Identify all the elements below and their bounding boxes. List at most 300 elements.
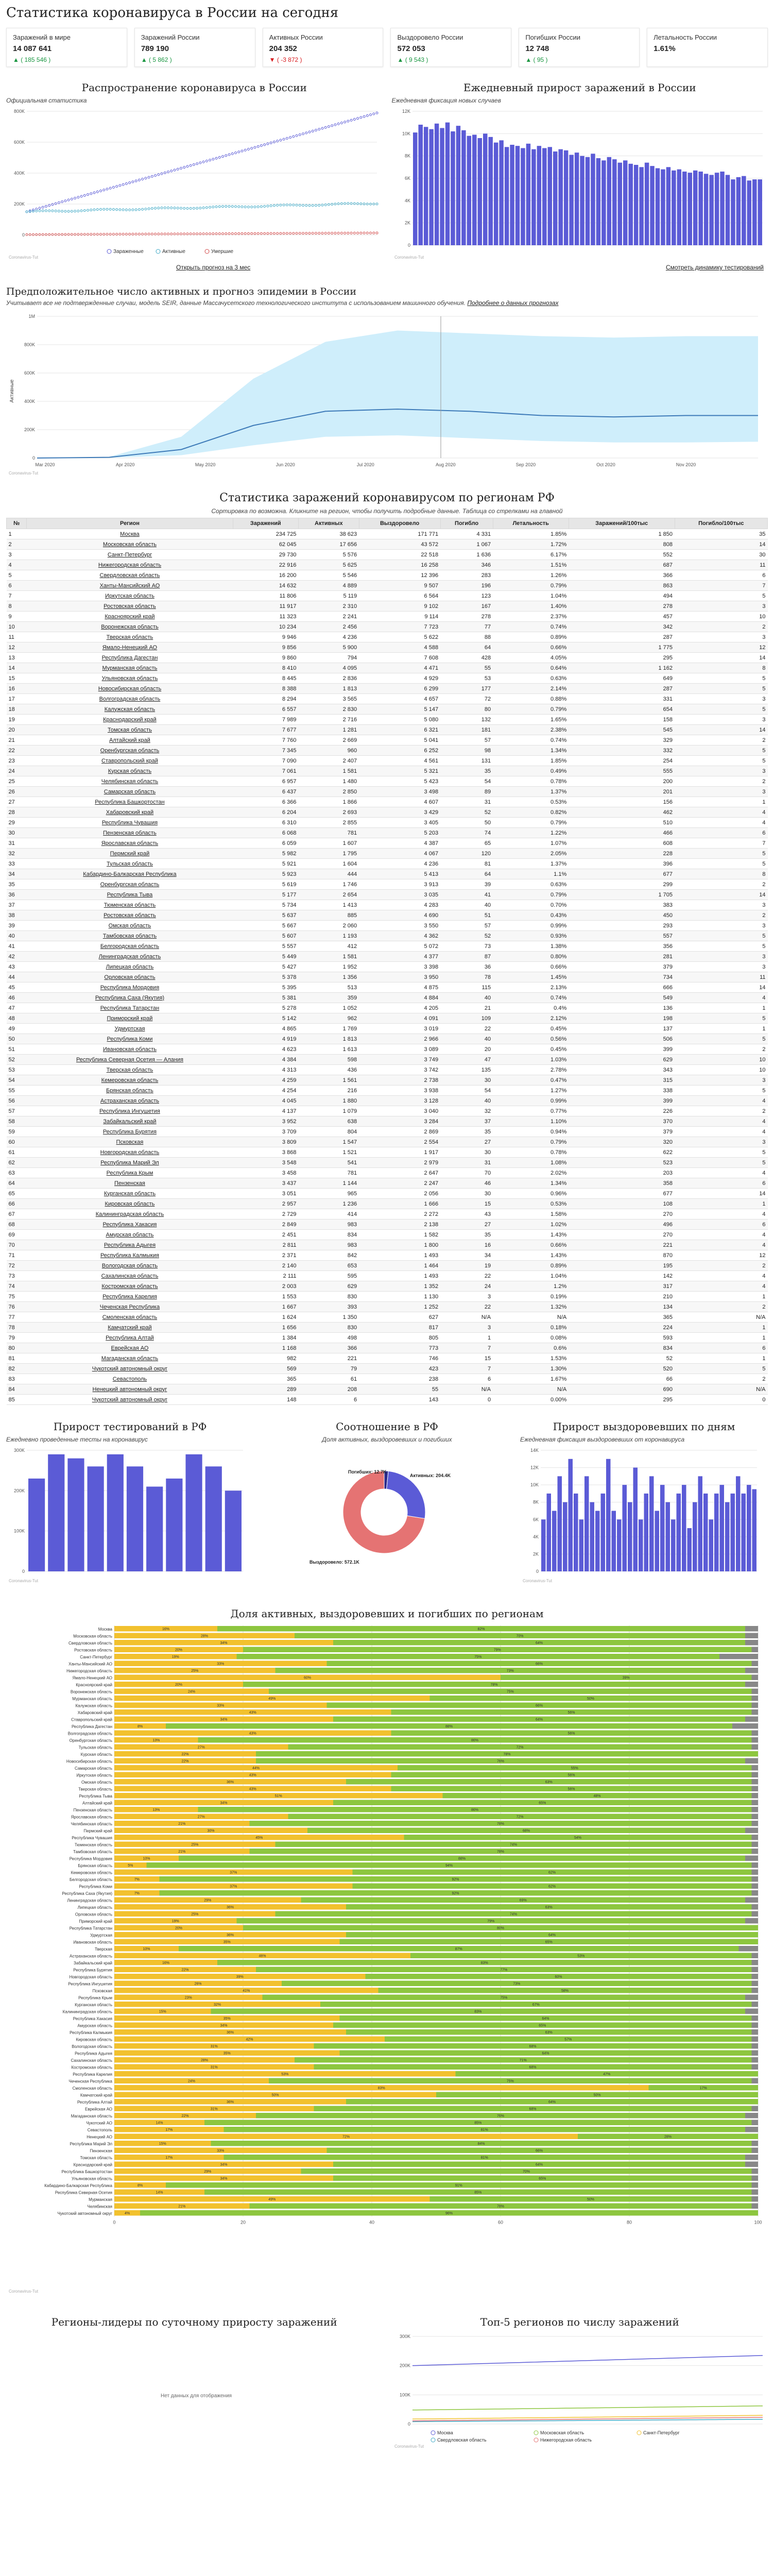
table-cell: 0.56% <box>493 1034 569 1044</box>
region-link[interactable]: Челябинская область <box>27 776 233 787</box>
table-cell: 69 <box>7 1230 27 1240</box>
table-cell: 0.64% <box>493 663 569 673</box>
region-label: Тамбовская область <box>73 1850 112 1854</box>
spread-subtitle: Официальная статистика <box>6 97 87 104</box>
series-point-Активные <box>247 206 249 208</box>
table-cell: 40 <box>440 993 493 1003</box>
table-cell: 85 <box>7 1395 27 1405</box>
table-cell: 2 241 <box>298 612 359 622</box>
region-link[interactable]: Чукотский автономный округ <box>27 1364 233 1374</box>
table-cell: 11 <box>675 972 767 982</box>
region-link[interactable]: Кабардино-Балкарская Республика <box>27 869 233 879</box>
table-cell: 7 608 <box>359 653 440 663</box>
region-link[interactable]: Приморский край <box>27 1013 233 1024</box>
region-link[interactable]: Смоленская область <box>27 1312 233 1323</box>
recovered-value: 68% <box>529 2107 537 2111</box>
table-cell: 72 <box>7 1261 27 1271</box>
forecast-details-link[interactable]: Подробнее о данных прогнозах <box>467 299 559 307</box>
dead-segment <box>752 1800 759 1806</box>
series-point-Активные <box>267 205 269 207</box>
region-link[interactable]: Курская область <box>27 766 233 776</box>
active-value: 22% <box>181 1753 189 1756</box>
region-link[interactable]: Республика Алтай <box>27 1333 233 1343</box>
region-link[interactable]: Тверская область <box>27 1065 233 1075</box>
table-cell: 2 654 <box>298 890 359 900</box>
recovered-value: 65% <box>539 2024 546 2028</box>
table-cell: 5 <box>675 684 767 694</box>
column-header[interactable]: Выздоровело <box>359 518 440 529</box>
region-link[interactable]: Вологодская область <box>27 1261 233 1271</box>
table-cell: 3 913 <box>359 879 440 890</box>
table-cell: 9 860 <box>233 653 298 663</box>
series-point-Зараженные <box>112 187 114 189</box>
column-header[interactable]: Погибло/100тыс <box>675 518 767 529</box>
region-link[interactable]: Республика Дагестан <box>27 653 233 663</box>
recovery-bar <box>558 1476 562 1571</box>
region-link[interactable]: Севастополь <box>27 1374 233 1384</box>
region-link[interactable]: Краснодарский край <box>27 715 233 725</box>
region-link[interactable]: Республика Калмыкия <box>27 1250 233 1261</box>
column-header[interactable]: Заражений/100тыс <box>569 518 675 529</box>
region-link[interactable]: Хабаровский край <box>27 807 233 818</box>
series-point-Умершие <box>225 233 227 235</box>
watermark: Coronavirus-Tut <box>9 255 39 260</box>
table-cell: 5 546 <box>298 570 359 581</box>
region-link[interactable]: Забайкальский край <box>27 1116 233 1127</box>
series-point-Умершие <box>29 233 31 235</box>
y-tick-label: 6K <box>532 1517 539 1522</box>
active-value: 34% <box>220 2177 228 2181</box>
table-cell: 109 <box>440 1013 493 1024</box>
table-cell: 1.85% <box>493 529 569 539</box>
region-link[interactable]: Республика Саха (Якутия) <box>27 993 233 1003</box>
dead-segment <box>752 1842 759 1848</box>
table-cell: 1 636 <box>440 550 493 560</box>
region-link[interactable]: Калининградская область <box>27 1209 233 1219</box>
region-link[interactable]: Магаданская область <box>27 1353 233 1364</box>
region-label: Республика Саха (Якутия) <box>62 1891 112 1896</box>
table-row <box>7 1086 768 1096</box>
region-link[interactable]: Чукотский автономный округ <box>27 1395 233 1405</box>
region-link[interactable]: Ивановская область <box>27 1044 233 1055</box>
table-cell: 5 619 <box>233 879 298 890</box>
region-link[interactable]: Самарская область <box>27 787 233 797</box>
ratio-chart <box>263 1445 505 1584</box>
series-point-Зараженные <box>340 122 342 124</box>
table-cell: 1 413 <box>298 900 359 910</box>
table-cell: 5 378 <box>233 972 298 982</box>
series-point-Зараженные <box>209 159 211 161</box>
table-cell: 5 607 <box>233 931 298 941</box>
table-cell: 224 <box>569 1323 675 1333</box>
table-cell: 10 <box>7 622 27 632</box>
table-cell: 43 572 <box>359 539 440 550</box>
table-cell: 17 <box>7 694 27 704</box>
series-point-Зараженные <box>55 202 57 205</box>
table-cell: 2 850 <box>298 787 359 797</box>
region-link[interactable]: Республика Карелия <box>27 1292 233 1302</box>
table-cell: 221 <box>569 1240 675 1250</box>
testing-bar <box>48 1454 64 1571</box>
region-link[interactable]: Камчатский край <box>27 1323 233 1333</box>
table-cell: 5 427 <box>233 962 298 972</box>
region-link[interactable]: Республика Ингушетия <box>27 1106 233 1116</box>
active-value: 46% <box>259 1954 266 1958</box>
y-tick-label: 4K <box>532 1534 539 1539</box>
table-cell: 1 144 <box>298 1178 359 1189</box>
region-link[interactable]: Калужская область <box>27 704 233 715</box>
table-cell: 1 850 <box>569 529 675 539</box>
recovery-chart <box>520 1445 762 1584</box>
region-link[interactable]: Тверская область <box>27 632 233 642</box>
legend-marker <box>637 2431 641 2435</box>
series-point-Умершие <box>247 232 249 234</box>
dead-segment <box>752 1675 759 1681</box>
recovered-value: 64% <box>548 2100 556 2104</box>
region-link[interactable]: Кемеровская область <box>27 1075 233 1086</box>
series-point-Активные <box>296 204 298 206</box>
table-cell: 428 <box>440 653 493 663</box>
table-cell: 7 345 <box>233 745 298 756</box>
region-label: Кировская область <box>76 2037 112 2042</box>
region-link[interactable]: Кировская область <box>27 1199 233 1209</box>
region-link[interactable]: Воронежская область <box>27 622 233 632</box>
testing-bar <box>185 1454 202 1571</box>
table-row <box>7 1384 768 1395</box>
table-cell: 870 <box>569 1250 675 1261</box>
series-point-Активные <box>112 208 114 210</box>
region-link[interactable]: Республика Татарстан <box>27 1003 233 1013</box>
table-cell: 557 <box>569 931 675 941</box>
table-cell: 6 <box>440 1374 493 1384</box>
table-cell: 77 <box>7 1312 27 1323</box>
column-header[interactable]: № <box>7 518 27 529</box>
table-cell: 1 813 <box>298 684 359 694</box>
region-link[interactable]: Ростовская область <box>27 601 233 612</box>
region-link[interactable]: Омская область <box>27 921 233 931</box>
table-cell: 254 <box>569 756 675 766</box>
table-row <box>7 591 768 601</box>
recovered-value: 39% <box>622 1676 630 1680</box>
recovered-value: 47% <box>603 2073 611 2076</box>
table-cell: 8 294 <box>233 694 298 704</box>
region-link[interactable]: Мурманская область <box>27 663 233 673</box>
table-cell: 1 705 <box>569 890 675 900</box>
table-row <box>7 982 768 993</box>
table-row <box>7 931 768 941</box>
region-link[interactable]: Республика Марий Эл <box>27 1158 233 1168</box>
region-link[interactable]: Республика Хакасия <box>27 1219 233 1230</box>
region-link[interactable]: Республика Мордовия <box>27 982 233 993</box>
region-label: Ставропольский край <box>71 1717 112 1722</box>
region-link[interactable]: Республика Адыгея <box>27 1240 233 1250</box>
series-point-Активные <box>61 210 63 212</box>
table-cell: 1.10% <box>493 1116 569 1127</box>
table-cell: 343 <box>569 1065 675 1075</box>
region-link[interactable]: Москва <box>27 529 233 539</box>
region-link[interactable]: Пензенская <box>27 1178 233 1189</box>
region-link[interactable]: Иркутская область <box>27 591 233 601</box>
series-point-Умершие <box>331 232 333 234</box>
column-header[interactable]: Погибло <box>440 518 493 529</box>
dead-segment <box>752 1772 759 1778</box>
region-link[interactable]: Московская область <box>27 539 233 550</box>
watermark: Coronavirus-Tut <box>394 2444 424 2449</box>
legend-label: Свердловская область <box>437 2437 487 2443</box>
table-cell: 555 <box>569 766 675 776</box>
testing-link[interactable]: Смотреть динамику тестирований <box>665 264 764 271</box>
table-cell: 687 <box>569 560 675 570</box>
recovered-value: 64% <box>535 2163 543 2167</box>
dead-segment <box>745 1626 758 1632</box>
table-cell: 629 <box>298 1281 359 1292</box>
series-point-Зараженные <box>77 196 79 198</box>
region-link[interactable]: Ленинградская область <box>27 952 233 962</box>
series-point-Умершие <box>51 233 54 235</box>
region-link[interactable]: Костромская область <box>27 1281 233 1292</box>
series-point-Умершие <box>222 233 224 235</box>
dead-segment <box>745 1897 758 1903</box>
table-cell: 1 607 <box>298 838 359 849</box>
table-cell: 20 <box>440 1044 493 1055</box>
region-link[interactable]: Псковская <box>27 1137 233 1147</box>
region-link[interactable]: Новосибирская область <box>27 684 233 694</box>
column-header[interactable]: Активных <box>298 518 359 529</box>
table-cell: 42 <box>7 952 27 962</box>
table-cell: 1 880 <box>298 1096 359 1106</box>
region-label: Республика Карелия <box>73 2072 112 2077</box>
dead-segment <box>752 2050 759 2056</box>
table-cell: 3 709 <box>233 1127 298 1137</box>
table-cell: 50 <box>7 1034 27 1044</box>
region-link[interactable]: Республика Крым <box>27 1168 233 1178</box>
table-cell: 3 950 <box>359 972 440 982</box>
series-point-Активные <box>228 206 230 208</box>
table-row <box>7 910 768 921</box>
region-link[interactable]: Ростовская область <box>27 910 233 921</box>
region-link[interactable]: Волгоградская область <box>27 694 233 704</box>
table-row <box>7 1116 768 1127</box>
daily-bar <box>510 145 514 245</box>
region-link[interactable]: Ульяновская область <box>27 673 233 684</box>
series-point-Зараженные <box>366 115 368 117</box>
table-cell: 289 <box>233 1384 298 1395</box>
x-tick-label: 60 <box>497 2219 504 2225</box>
table-cell: 28 <box>7 807 27 818</box>
region-link[interactable]: Пензенская область <box>27 828 233 838</box>
forecast-link[interactable]: Открыть прогноз на 3 мес <box>176 264 251 271</box>
series-point-Активные <box>251 206 253 208</box>
region-link[interactable]: Республика Чувашия <box>27 818 233 828</box>
series-point-Умершие <box>251 232 253 234</box>
table-cell: 35 <box>7 879 27 890</box>
table-cell: 4 690 <box>359 910 440 921</box>
region-link[interactable]: Тульская область <box>27 859 233 869</box>
table-row <box>7 1240 768 1250</box>
series-point-Зараженные <box>280 139 282 141</box>
y-tick-label: 2K <box>404 220 410 226</box>
region-label: Волгоградская область <box>67 1731 112 1736</box>
table-cell: 3 040 <box>359 1106 440 1116</box>
region-link[interactable]: Республика Тыва <box>27 890 233 900</box>
table-cell: 31 <box>440 1158 493 1168</box>
daily-bar <box>698 172 702 245</box>
region-link[interactable]: Белгородская область <box>27 941 233 952</box>
region-link[interactable]: Республика Коми <box>27 1034 233 1044</box>
y-tick-label: 12K <box>530 1465 539 1470</box>
table-cell: 1 130 <box>359 1292 440 1302</box>
table-cell: 1 775 <box>569 642 675 653</box>
table-cell: 0.74% <box>493 993 569 1003</box>
dead-segment <box>745 2127 758 2132</box>
table-cell: 3 938 <box>359 1086 440 1096</box>
recovery-bar <box>677 1494 681 1571</box>
region-link[interactable]: Пермский край <box>27 849 233 859</box>
recovery-bar <box>644 1494 649 1571</box>
series-point-Активные <box>212 206 214 208</box>
region-label: Пензенская область <box>73 1808 112 1812</box>
dead-segment <box>752 1703 759 1708</box>
x-tick-label: 0 <box>113 2219 116 2225</box>
series-point-Зараженные <box>254 146 256 148</box>
series-point-Умершие <box>305 232 307 234</box>
active-value: 34% <box>220 1801 228 1805</box>
region-link[interactable]: Алтайский край <box>27 735 233 745</box>
series-point-Активные <box>158 207 160 209</box>
dead-segment <box>732 1723 758 1729</box>
table-cell: 622 <box>569 1147 675 1158</box>
card-russia-cases <box>134 28 255 67</box>
region-link[interactable]: Ставропольский край <box>27 756 233 766</box>
series-point-Активные <box>302 205 304 207</box>
region-link[interactable]: Красноярский край <box>27 612 233 622</box>
column-header[interactable]: Регион <box>27 518 233 529</box>
dead-segment <box>745 2155 758 2160</box>
series-point-Активные <box>135 209 137 211</box>
recovery-bar <box>541 1519 546 1571</box>
table-cell: 1.37% <box>493 787 569 797</box>
table-cell: 171 771 <box>359 529 440 539</box>
pie-slice-Активных <box>387 1471 425 1518</box>
recovery-bar <box>639 1519 643 1571</box>
recovered-value: 78% <box>490 1683 498 1687</box>
region-link[interactable]: Оренбургская область <box>27 745 233 756</box>
region-link[interactable]: Свердловская область <box>27 570 233 581</box>
table-cell: 804 <box>298 1127 359 1137</box>
region-link[interactable]: Республика Северная Осетия — Алания <box>27 1055 233 1065</box>
recovered-value: 78% <box>503 1753 511 1756</box>
recovery-bar <box>714 1494 719 1571</box>
active-value: 29% <box>204 1899 212 1903</box>
table-cell: 13 <box>7 653 27 663</box>
table-cell: 73 <box>440 941 493 952</box>
table-cell: 3 <box>675 715 767 725</box>
series-point-Зараженные <box>231 152 233 155</box>
region-link[interactable]: Ярославская область <box>27 838 233 849</box>
active-value: 28% <box>200 2059 209 2062</box>
region-link[interactable]: Томская область <box>27 725 233 735</box>
table-cell: 10 <box>675 612 767 622</box>
series-point-Умершие <box>170 233 173 235</box>
table-cell: 16 <box>7 684 27 694</box>
region-link[interactable]: Ненецкий автономный округ <box>27 1384 233 1395</box>
table-cell: 1 866 <box>298 797 359 807</box>
table-cell: 1 <box>675 1353 767 1364</box>
dead-segment <box>752 2023 759 2028</box>
recovered-value: 72% <box>516 1815 524 1819</box>
table-cell: 7 760 <box>233 735 298 745</box>
table-cell: 7 <box>440 1343 493 1353</box>
region-link[interactable]: Оренбургская область <box>27 879 233 890</box>
region-link[interactable]: Нижегородская область <box>27 560 233 570</box>
table-cell: 0.45% <box>493 1044 569 1055</box>
table-cell: 436 <box>298 1065 359 1075</box>
table-cell: 43 <box>440 1209 493 1219</box>
table-cell: 10 234 <box>233 622 298 632</box>
table-row <box>7 1343 768 1353</box>
region-link[interactable]: Новгородская область <box>27 1147 233 1158</box>
column-header[interactable]: Летальность <box>493 518 569 529</box>
active-value: 43% <box>249 1732 256 1736</box>
region-link[interactable]: Еврейская АО <box>27 1343 233 1353</box>
region-link[interactable]: Чеченская Республика <box>27 1302 233 1312</box>
region-link[interactable]: Брянская область <box>27 1086 233 1096</box>
table-row <box>7 1261 768 1271</box>
region-link[interactable]: Удмуртская <box>27 1024 233 1034</box>
card-delta: ▲ ( 185 546 ) <box>13 56 51 63</box>
table-row <box>7 581 768 591</box>
region-label: Красноярский край <box>76 1683 112 1687</box>
table-cell: 39 <box>440 879 493 890</box>
region-link[interactable]: Астраханская область <box>27 1096 233 1106</box>
recovery-bar <box>649 1476 654 1571</box>
region-link[interactable]: Республика Бурятия <box>27 1127 233 1137</box>
region-link[interactable]: Амурская область <box>27 1230 233 1240</box>
region-label: Челябинская <box>87 2204 112 2209</box>
series-point-Активные <box>74 210 76 212</box>
card-label: Активных России <box>269 33 323 41</box>
table-cell: 1.43% <box>493 1230 569 1240</box>
region-link[interactable]: Тюменская область <box>27 900 233 910</box>
testing-chart <box>6 1445 248 1584</box>
dead-segment <box>752 2141 759 2146</box>
series-point-Активные <box>199 207 201 209</box>
region-link[interactable]: Липецкая область <box>27 962 233 972</box>
table-row <box>7 869 768 879</box>
region-link[interactable]: Ямало-Ненецкий АО <box>27 642 233 653</box>
active-value: 16% <box>162 1628 170 1631</box>
table-row <box>7 1024 768 1034</box>
table-cell: 8 410 <box>233 663 298 673</box>
region-label: Ямало-Ненецкий АО <box>72 1675 112 1681</box>
region-link[interactable]: Ханты-Мансийский АО <box>27 581 233 591</box>
recovered-value: 57% <box>564 2038 572 2042</box>
region-link[interactable]: Сахалинская область <box>27 1271 233 1281</box>
recovered-value: 79% <box>487 1920 495 1923</box>
table-cell: 1.04% <box>493 591 569 601</box>
table-cell: 4 377 <box>359 952 440 962</box>
testing-bar <box>225 1490 242 1571</box>
region-link[interactable]: Курганская область <box>27 1189 233 1199</box>
table-cell: 9 946 <box>233 632 298 642</box>
region-link[interactable]: Республика Башкортостан <box>27 797 233 807</box>
region-link[interactable]: Орловская область <box>27 972 233 982</box>
column-header[interactable]: Заражений <box>233 518 298 529</box>
table-cell: 6 321 <box>359 725 440 735</box>
region-link[interactable]: Санкт-Петербург <box>27 550 233 560</box>
region-link[interactable]: Тамбовская область <box>27 931 233 941</box>
table-cell: 0.99% <box>493 921 569 931</box>
